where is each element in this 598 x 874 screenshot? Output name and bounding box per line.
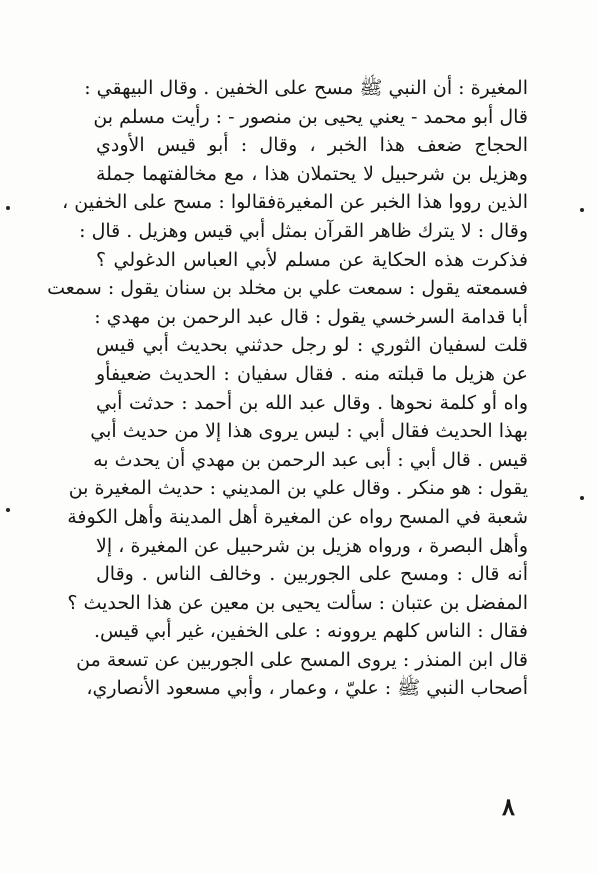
- text-line-21: قال ابن المنذر : يروى المسح على الجوربين عن تسعة من: [76, 648, 528, 671]
- text-line-16: شعبة في المسح رواه عن المغيرة أهل المدينة وأهل الكوفة: [67, 505, 528, 528]
- text-line-7: فذكرت هذه الحكاية عن مسلم لأبي العباس الدغولي ؟: [96, 248, 528, 271]
- text-line-20: فقال : الناس كلهم يروونه : على الخفين، غير أبي قيس.: [94, 620, 528, 643]
- margin-dot: [6, 206, 10, 210]
- text-line-1: المغيرة : أن النبي ﷺ مسح على الخفين . وقال البيهقي :: [84, 77, 528, 99]
- text-line-11: عن هزيل ما قبلته منه . فقال سفيان : الحديث ضعيفأو: [96, 362, 528, 385]
- margin-dot: [580, 208, 584, 212]
- text-line-13: بهذا الحديث فقال أبي : ليس يروى هذا إلا من حديث أبي: [90, 420, 528, 443]
- text-line-19: المفضل بن عتبان : سألت يحيى بن معين عن هذا الحديث ؟: [67, 591, 528, 614]
- text-line-10: قلت لسفيان الثوري : لو رجل حدثني بحديث أبي قيس: [96, 334, 528, 357]
- text-line-12: واه أو كلمة نحوها . وقال عبد الله بن أحمد : حدثت أبي: [96, 391, 528, 414]
- page-number: ٨: [502, 792, 515, 821]
- text-line-8: فسمعته يقول : سمعت علي بن مخلد بن سنان يقول : سمعت: [47, 277, 528, 300]
- margin-dot: [580, 496, 584, 500]
- text-line-9: أبا قدامة السرخسي يقول : قال عبد الرحمن بن مهدي :: [94, 305, 528, 328]
- text-line-18: أنه قال : ومسح على الجوربين . وخالف الناس . وقال: [96, 563, 528, 586]
- text-line-14: قيس . قال أبي : أبى عبد الرحمن بن مهدي أن يحدث به: [93, 448, 528, 471]
- main-text-block: [47, 74, 528, 703]
- text-line-2: قال أبو محمد - يعني يحيى بن منصور - : رأيت مسلم بن: [93, 105, 528, 128]
- text-line-6: وقال : لا يترك ظاهر القرآن بمثل أبي قيس وهزيل . قال :: [79, 219, 528, 242]
- text-line-17: وأهل البصرة ، ورواه هزيل بن شرحبيل عن المغيرة ، إلا: [96, 534, 528, 557]
- text-line-3: الحجاج ضعف هذا الخبر ، وقال : أبو قيس الأودي: [96, 134, 528, 157]
- text-line-4: وهزيل بن شرحبيل لا يحتملان هذا ، مع مخالفتهما جملة: [96, 162, 528, 185]
- margin-dot: [6, 508, 10, 512]
- text-line-15: يقول : هو منكر . وقال علي بن المديني : حديث المغيرة بن: [68, 477, 528, 500]
- text-line-22: أصحاب النبي ﷺ : عليّ ، وعمار ، وأبي مسعود الأنصاري،: [86, 677, 528, 700]
- text-line-5: الذين رووا هذا الخبر عن المغيرةفقالوا : مسح على الخفين ،: [62, 191, 528, 214]
